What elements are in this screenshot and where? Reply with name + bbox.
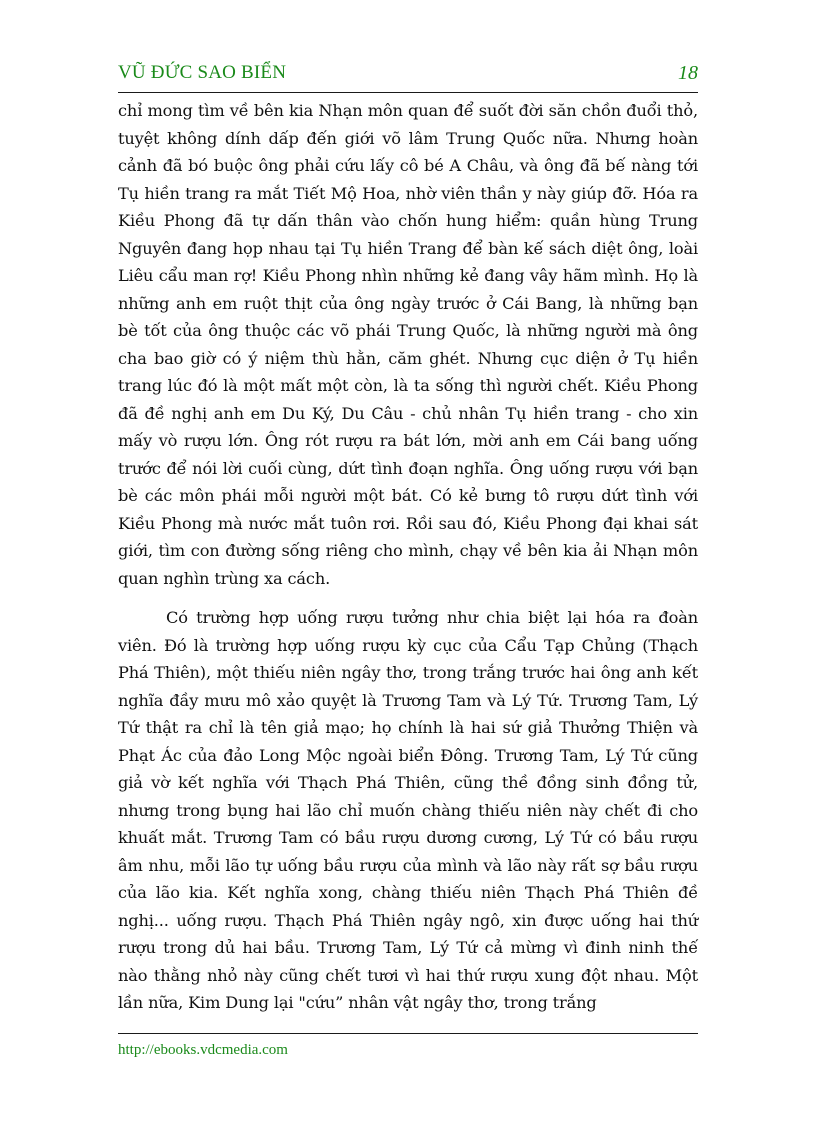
footer-url-link[interactable]: http://ebooks.vdcmedia.com <box>118 1042 288 1058</box>
header-divider <box>118 92 698 93</box>
page-number: 18 <box>678 62 698 84</box>
page-header <box>118 58 698 92</box>
page-body <box>118 97 698 1017</box>
paragraph: Có trường hợp uống rượu tưởng như chia biệt lại hóa ra đoàn viên. Đó là trường hợp uống rượu kỳ cục của Cẩu Tạp Chủng (Thạch Phá Thiên), một thiếu niên ngây thơ, trong trắng trước hai ông anh kết nghĩa đầy mưu mô xảo quyệt là Trương Tam và Lý Tứ. Trương Tam, Lý Tứ thật ra chỉ là tên giả mạo; họ chính là hai sứ giả Thưởng Thiện và Phạt Ác của đảo Long Mộc ngoài biển Đông. Trương Tam, Lý Tứ cũng giả vờ kết nghĩa với Thạch Phá Thiên, cũng thề đồng sinh đồng tử, nhưng trong bụng hai lão chỉ muốn chàng thiếu niên này chết đi cho khuất mắt. Trương Tam có bầu rượu dương cương, Lý Tứ có bầu rượu âm nhu, mỗi lão tự uống bầu rượu của mình và lão này rất sợ bầu rượu của lão kia. Kết nghĩa xong, chàng thiếu niên Thạch Phá Thiên đề nghị... uống rượu. Thạch Phá Thiên ngây ngô, xin được uống hai thứ rượu trong dủ hai bầu. Trương Tam, Lý Tứ cả mừng vì đinh ninh thế nào thằng nhỏ này cũng chết tươi vì hai thứ rượu xung đột nhau. Một lần nữa, Kim Dung lại "cứu” nhân vật ngây thơ, trong trắng <box>118 608 698 1012</box>
running-title: VŨ ĐỨC SAO BIỂN <box>118 62 287 83</box>
paragraph-continued: chỉ mong tìm về bên kia Nhạn môn quan để suốt đời săn chồn đuổi thỏ, tuyệt không dính dấp đến giới võ lâm Trung Quốc nữa. Nhưng hoàn cảnh đã bó buộc ông phải cứu lấy cô bé A Châu, và ông đã bế nàng tới Tụ hiền trang ra mắt Tiết Mộ Hoa, nhờ viên thần y này giúp đỡ. Hóa ra Kiều Phong đã tự dấn thân vào chốn hung hiểm: quần hùng Trung Nguyên đang họp nhau tại Tụ hiền Trang để bàn kế sách diệt ông, loài Liêu cẩu man rợ! Kiều Phong nhìn những kẻ đang vây hãm mình. Họ là những anh em ruột thịt của ông ngày trước ở Cái Bang, là những bạn bè tốt của ông thuộc các võ phái Trung Quốc, là những người mà ông cha bao giờ có ý niệm thù hằn, căm ghét. Nhưng cục diện ở Tụ hiền trang lúc đó là một mất một còn, là ta sống thì người chết. Kiều Phong đã đề nghị anh em Du Ký, Du Câu - chủ nhân Tụ hiền trang - cho xin mấy vò rượu lớn. Ông rót rượu ra bát lớn, mời anh em Cái bang uống trước để nói lời cuối cùng, dứt tình đoạn nghĩa. Ông uống rượu với bạn bè các môn phái mỗi người một bát. Có kẻ bưng tô rượu dứt tình với Kiều Phong mà nước mắt tuôn rơi. Rồi sau đó, Kiều Phong đại khai sát giới, tìm con đường sống riêng cho mình, chạy về bên kia ải Nhạn môn quan nghìn trùng xa cách. <box>118 101 698 588</box>
footer-divider <box>118 1033 698 1034</box>
